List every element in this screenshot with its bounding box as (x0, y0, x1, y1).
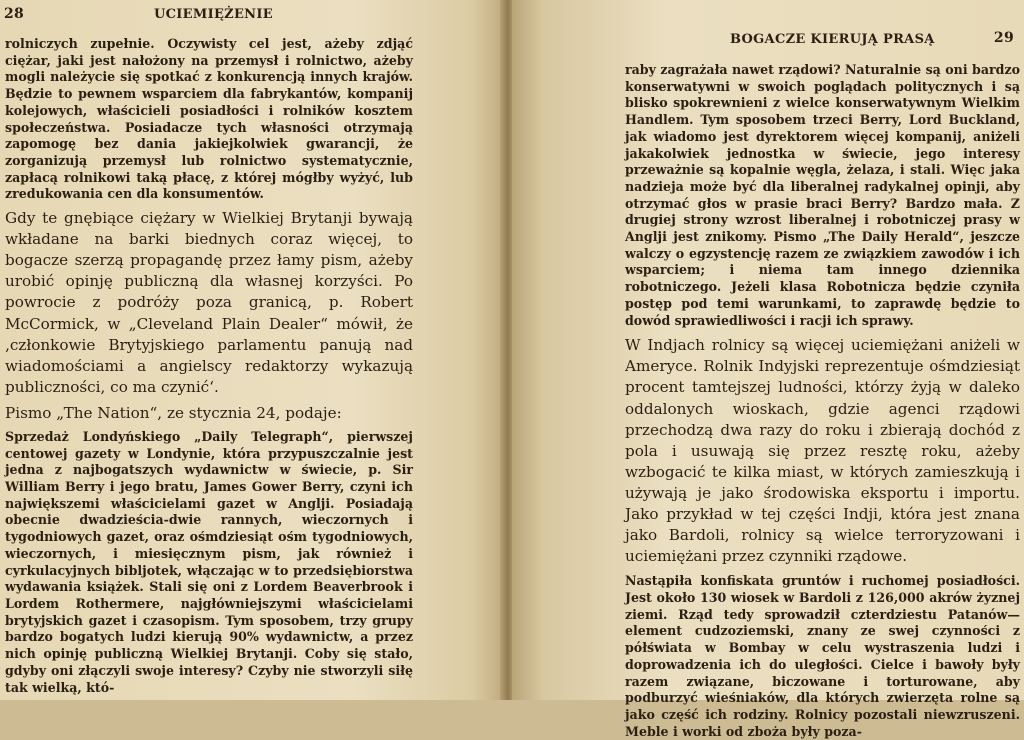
right-page-body (625, 62, 1020, 740)
left-paragraph-2: Gdy te gnębiące ciężary w Wielkiej Brytanji bywają wkładane na barki biednych coraz więcej, to bogacze szerzą propagandę przez łamy pism, ażeby urobić opinję publiczną dla własnej korzyści. Po powrocie z podróży poza granicą, p. Robert McCormick, w „Cleveland Plain Dealer“ mówił, że ‚członkowie Brytyjskiego parlamentu panują nad wiadomościami a angielscy redaktorzy wykazują publiczności, co ma czynić‘. (5, 209, 413, 396)
left-page-body (5, 36, 413, 696)
right-page-number: 29 (993, 30, 1014, 46)
right-running-head (530, 30, 1020, 52)
right-paragraph-1: raby zagrażała nawet rządowi? Naturalnie są oni bardzo konserwatywni w swoich poglądach politycznych i są blisko spokrewnieni z wielce konserwatywnym Wielkim Handlem. Tym sposobem trzeci Berry, Lord Buckland, jak wiadomo jest dyrektorem więcej kompanij, aniżeli jakakolwiek jednostka w świecie, jego interesy przeważnie są kopalnie węgla, żelaza, i stali. Więc jaka nadzieja może być dla liberalnej radykalnej opinji, aby otrzymać głos w prasie braci Berry? Bardzo mała. Z drugiej strony wzrost liberalnej i robotniczej prasy w Anglji jest znikomy. Pismo „The Daily Herald“, jeszcze walczy o egzystencję razem ze związkiem zawodów i ich wsparciem; i niema tam innego dziennika robotniczego. Jeżeli klasa Robotnicza będzie czyniła postęp pod temi warunkami, to zaprawdę będzie to dowód sprawiedliwości i racji ich sprawy. (625, 62, 1020, 328)
left-paragraph-4: Sprzedaż Londyńskiego „Daily Telegraph“, pierwszej centowej gazety w Londynie, która przypuszczalnie jest jedna z najbogatszych wydawnictw w świecie, p. Sir William Berry i jego bratu, James Gower Berry, czyni ich największemi właścicielami gazet w Anglji. Posiadają obecnie dwadzieścia-dwie rannych, wieczornych i tygodniowych gazet, oraz ośmdziesiąt ośm tygodniowych, wieczornych, i miesięcznym pism, jak również i cyrkulacyjnych bibljotek, włączając w to przedsiębiorstwa wydawania książek. Stali się oni z Lordem Beaverbrook i Lordem Rothermere, najgłówniejszymi właścicielami brytyjskich gazet i czasopism. Tym sposobem, trzy grupy bardzo bogatych ludzi kierują 90% wydawnictw, a przez nich opinję publiczną Wielkiej Brytanji. Coby się stało, gdyby oni złączyli swoje interesy? Czyby nie stworzyli siłę tak wielką, któ- (5, 428, 413, 695)
left-paragraph-3: Pismo „The Nation“, ze stycznia 24, podaje: (5, 403, 342, 422)
right-running-title: BOGACZE KIERUJĄ PRASĄ (730, 32, 935, 47)
right-paragraph-3: Nastąpiła konfiskata gruntów i ruchomej posiadłości. Jest około 130 wiosek w Bardoli z 126,000 akrów żyznej ziemi. Rząd tedy sprowadził czterdziestu Patanów—element cudzoziemski, znany ze swej czynności z półświata w Bombay w celu wystraszenia ludzi i doprowadzenia ich do uległości. Cielce i bawoły były razem związane, biczowane i torturowane, aby podburzyć wieśniaków, dla których zwierzęta rolne są jako część ich rodziny. Rolnicy pozostali niewzruszeni. Meble i worki od zboża były poza- (625, 573, 1020, 739)
left-running-head (4, 6, 474, 28)
left-running-title: UCIEMIĘŻENIE (154, 7, 273, 22)
right-paragraph-2: W Indjach rolnicy są więcej uciemiężani aniżeli w Ameryce. Rolnik Indyjski reprezentuje ośmdziesiąt procent tamtejszej ludności, którzy żyją w daleko oddalonych wioskach, gdzie agenci rządowi przechodzą dwa razy do roku i zbierają dochód z pola i usuwają się przez resztę roku, ażeby wzbogacić te kilka miast, w których zamieszkują i używają je jako środowiska eksportu i importu. Jako przykład w tej części Indji, która jest znana jako Bardoli, rolnicy są wielce terroryzowani i uciemiężani przez czynniki rządowe. (625, 336, 1020, 566)
left-paragraph-1: rolniczych zupełnie. Oczywisty cel jest, ażeby zdjąć ciężar, jaki jest nałożony na przemysł i rolnictwo, ażeby mogli należycie się spotkać z konkurencją innych krajów. Będzie to pewnem wsparciem dla fabrykantów, kompanij kolejowych, właścicieli posiadłości i rolników kosztem społeczeństwa. Posiadacze tych własności otrzymają zapomogę bez dania jakiejkolwiek gwarancji, że zorganizują przemysł lub rolnictwo systematycznie, zapłacą rolnikowi taką płacę, z której mógłby wyżyć, lub zredukowania cen dla konsumentów. (5, 36, 413, 202)
left-page-number: 28 (4, 6, 25, 22)
